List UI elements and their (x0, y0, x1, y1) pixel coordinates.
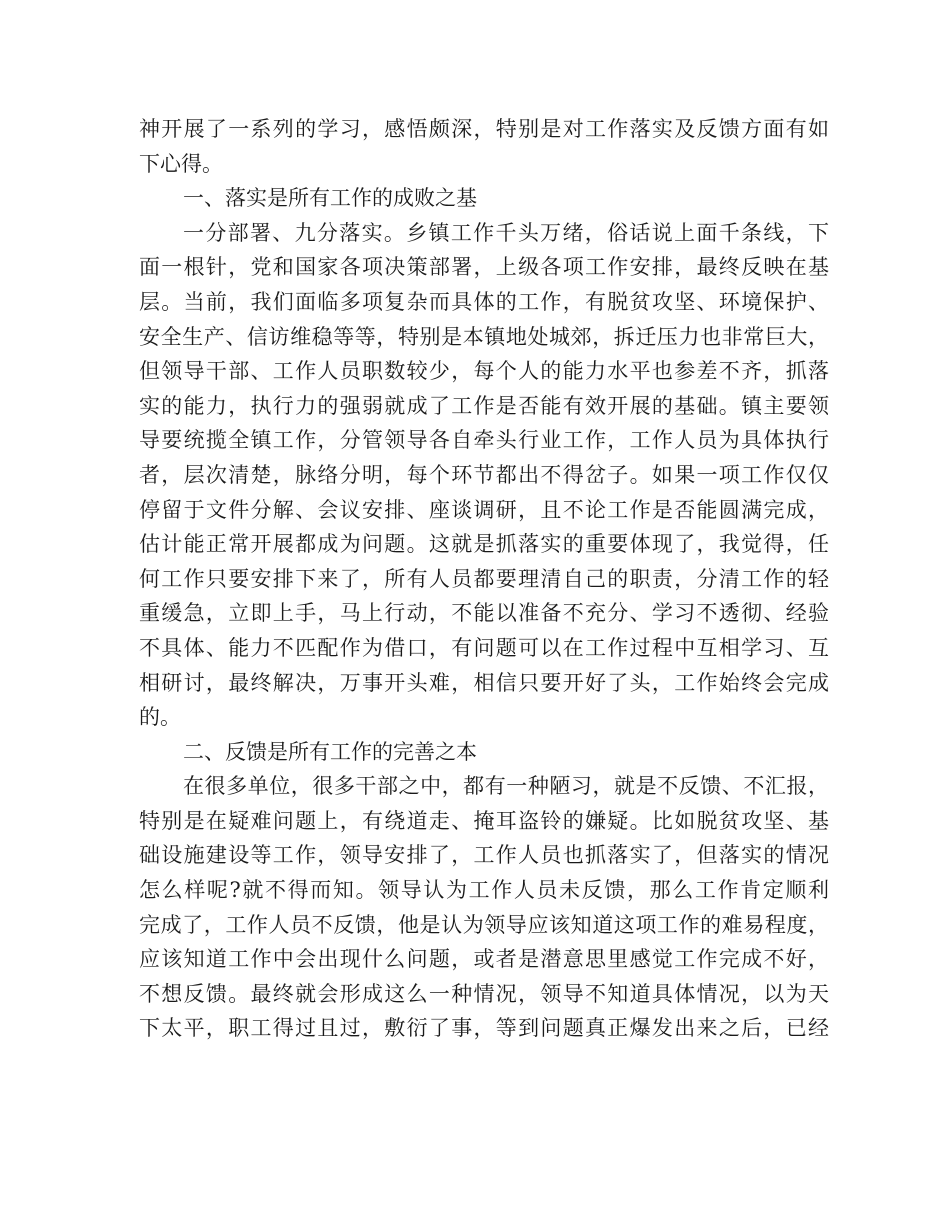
text-line: 下心得。 (139, 151, 223, 176)
text-line: 神开展了一系列的学习，感悟颇深，特别是对工作落实及反馈方面有如 (139, 117, 829, 141)
text-line: 一、落实是所有工作的成败之基 (183, 186, 477, 211)
text-line: 面一根针，党和国家各项决策部署，上级各项工作安排，最终反映在基 (139, 255, 829, 280)
text-line: 导要统揽全镇工作，分管领导各自牵头行业工作，工作人员为具体执行 (139, 428, 829, 453)
text-line: 应该知道工作中会出现什么问题，或者是潜意思里感觉工作完成不好， (139, 947, 829, 972)
text-line: 一分部署、九分落实。乡镇工作千头万绪，俗话说上面千条线，下 (183, 220, 829, 245)
text-line: 重缓急，立即上手，马上行动，不能以准备不充分、学习不透彻、经验 (139, 601, 829, 626)
text-line: 但领导干部、工作人员职数较少，每个人的能力水平也参差不齐，抓落 (139, 359, 829, 384)
text-line: 停留于文件分解、会议安排、座谈调研，且不论工作是否能圆满完成， (139, 497, 829, 522)
text-line: 估计能正常开展都成为问题。这就是抓落实的重要体现了，我觉得，任 (139, 532, 829, 557)
text-line: 下太平，职工得过且过，敷衍了事，等到问题真正爆发出来之后，已经 (139, 1016, 829, 1041)
text-line: 二、反馈是所有工作的完善之本 (183, 739, 477, 764)
document-body (139, 112, 829, 1046)
text-line: 何工作只要安排下来了，所有人员都要理清自己的职责，分清工作的轻 (139, 566, 829, 591)
text-line: 完成了，工作人员不反馈，他是认为领导应该知道这项工作的难易程度， (139, 912, 829, 937)
text-line: 相研讨，最终解决，万事开头难，相信只要开好了头，工作始终会完成 (139, 670, 829, 695)
text-line: 特别是在疑难问题上，有绕道走、掩耳盗铃的嫌疑。比如脱贫攻坚、基 (139, 808, 829, 833)
text-line: 础设施建设等工作，领导安排了，工作人员也抓落实了，但落实的情况 (139, 843, 829, 868)
text-line: 者，层次清楚，脉络分明，每个环节都出不得岔子。如果一项工作仅仅 (139, 462, 829, 487)
text-line: 在很多单位，很多干部之中，都有一种陋习，就是不反馈、不汇报， (183, 774, 829, 799)
text-line: 实的能力，执行力的强弱就成了工作是否能有效开展的基础。镇主要领 (139, 393, 829, 418)
text-line: 不具体、能力不匹配作为借口，有问题可以在工作过程中互相学习、互 (139, 635, 829, 660)
text-line: 安全生产、信访维稳等等，特别是本镇地处城郊，拆迁压力也非常巨大， (139, 324, 829, 349)
text-line: 的。 (139, 705, 181, 730)
text-line: 怎么样呢?就不得而知。领导认为工作人员未反馈，那么工作肯定顺利 (139, 878, 829, 903)
text-line: 不想反馈。最终就会形成这么一种情况，领导不知道具体情况，以为天 (139, 981, 829, 1006)
text-line: 层。当前，我们面临多项复杂而具体的工作，有脱贫攻坚、环境保护、 (139, 289, 829, 314)
